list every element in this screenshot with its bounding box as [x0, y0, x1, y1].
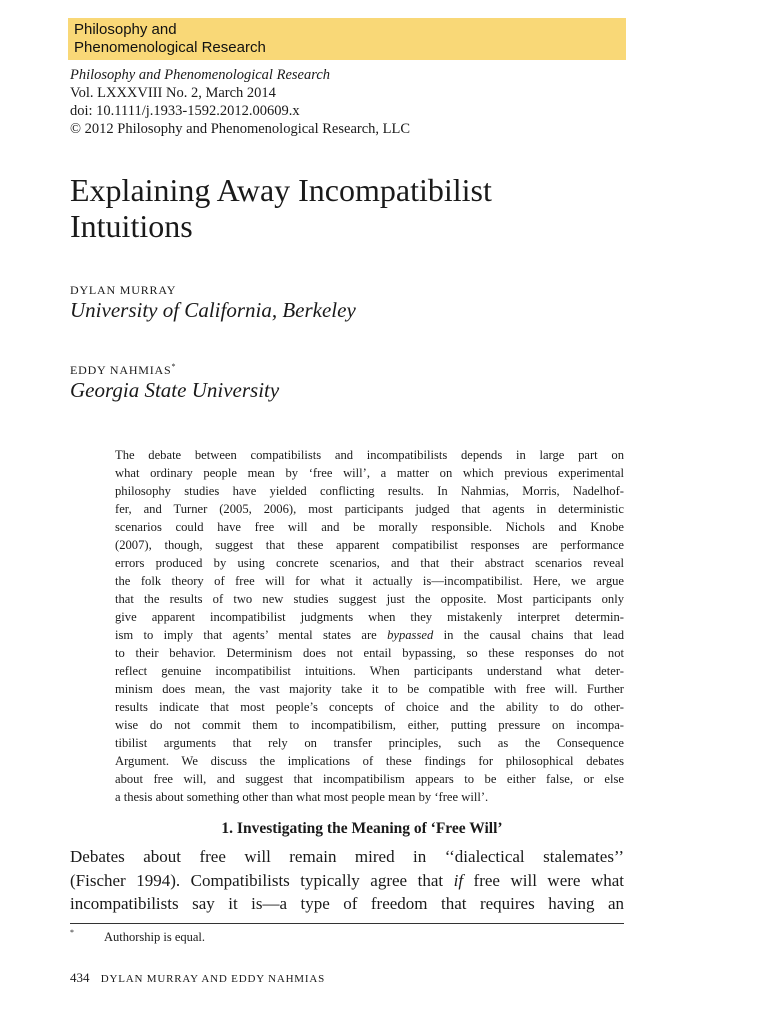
text-segment: ism to imply that agents’ mental states are — [115, 628, 388, 642]
title-line1: Explaining Away Incompatibilist — [70, 172, 492, 208]
author-name — [70, 363, 176, 378]
volume-info: Vol. LXXXVIII No. 2, March 2014 — [70, 85, 276, 101]
text-line — [115, 626, 624, 644]
article-title — [70, 172, 670, 244]
text-line — [70, 869, 624, 893]
text-line: fer, and Turner (2005, 2006), most participants judged that agents in deterministic — [115, 502, 624, 516]
running-head: DYLAN MURRAY AND EDDY NAHMIAS — [100, 973, 326, 985]
author-footnote-mark: * — [171, 362, 176, 371]
text-line: that the results of two new studies suggest just the opposite. Most participants only — [115, 592, 624, 606]
body-text — [70, 845, 624, 916]
text-line: a thesis about something other than what most people mean by ‘free will’. — [115, 790, 489, 804]
text-line: the folk theory of free will for what it actually is—incompatibilist. Here, we argue — [115, 574, 624, 588]
footnote-text: Authorship is equal. — [104, 930, 206, 944]
text-line: The debate between compatibilists and incompatibilists depends in large part on — [115, 448, 624, 462]
author-name-text: EDDY NAHMIAS — [70, 363, 172, 377]
text-segment: (Fischer 1994). Compatibilists typically agree that — [70, 870, 454, 890]
text-line: Argument. We discuss the implications of these findings for philosophical debates — [115, 754, 624, 768]
section-heading-text: 1. Investigating the Meaning of ‘Free Will’ — [221, 820, 503, 837]
text-segment: free will were what — [463, 870, 624, 890]
section-heading — [0, 820, 768, 838]
title-line2: Intuitions — [70, 208, 193, 244]
text-line: give apparent incompatibilist judgments when they mistakenly interpret determin- — [115, 610, 624, 624]
text-line: what ordinary people mean by ‘free will’, a matter on which previous experimental — [115, 466, 624, 480]
journal-name: Philosophy and Phenomenological Research — [70, 67, 331, 83]
copyright: © 2012 Philosophy and Phenomenological Research, LLC — [70, 121, 411, 137]
author-affiliation: University of California, Berkeley — [70, 298, 356, 322]
doi: doi: 10.1111/j.1933-1592.2012.00609.x — [70, 103, 300, 119]
journal-banner — [68, 18, 626, 60]
author-affiliation: Georgia State University — [70, 378, 280, 402]
journal-banner-line1: Philosophy and — [74, 21, 177, 38]
text-line: reflect genuine incompatibilist intuitions. When participants understand what deter- — [115, 664, 624, 678]
page-number: 434 — [70, 970, 90, 985]
author-name — [70, 283, 176, 298]
emphasized-text: bypassed — [387, 628, 434, 642]
text-line: (2007), though, suggest that these apparent compatibilist responses are performance — [115, 538, 624, 552]
publication-meta — [70, 66, 410, 138]
page-footer — [70, 970, 325, 986]
text-line: tibilist arguments that rely on transfer principles, such as the Consequence — [115, 736, 624, 750]
text-line: about free will, and suggest that incompatibilism appears to be either false, or else — [115, 772, 624, 786]
text-line: wise do not commit them to incompatibilism, either, putting pressure on incompa- — [115, 718, 624, 732]
emphasized-text: if — [453, 870, 464, 890]
text-segment: in the causal chains that lead — [433, 628, 624, 642]
author-name-text: DYLAN MURRAY — [70, 283, 177, 297]
abstract — [115, 446, 624, 806]
text-line: results indicate that most people’s concepts of choice and the ability to do other- — [115, 700, 624, 714]
text-line: to their behavior. Determinism does not entail bypassing, so these responses do not — [115, 646, 624, 660]
footnote-mark: * — [70, 928, 74, 937]
text-line: errors produced by using concrete scenarios, and that their abstract scenarios reveal — [115, 556, 624, 570]
text-line: incompatibilists say it is—a type of freedom that requires having an — [70, 894, 624, 913]
text-line: minism does mean, the vast majority take it to be compatible with free will. Further — [115, 682, 624, 696]
text-line: philosophy studies have yielded conflicting results. In Nahmias, Morris, Nadelhof- — [115, 484, 624, 498]
text-line: scenarios could have free will and be morally responsible. Nichols and Knobe — [115, 520, 624, 534]
footnote — [70, 928, 206, 946]
journal-banner-line2: Phenomenological Research — [74, 39, 266, 56]
text-line: Debates about free will remain mired in ‘‘dialectical stalemates’’ — [70, 847, 624, 866]
footnote-divider — [70, 923, 624, 924]
